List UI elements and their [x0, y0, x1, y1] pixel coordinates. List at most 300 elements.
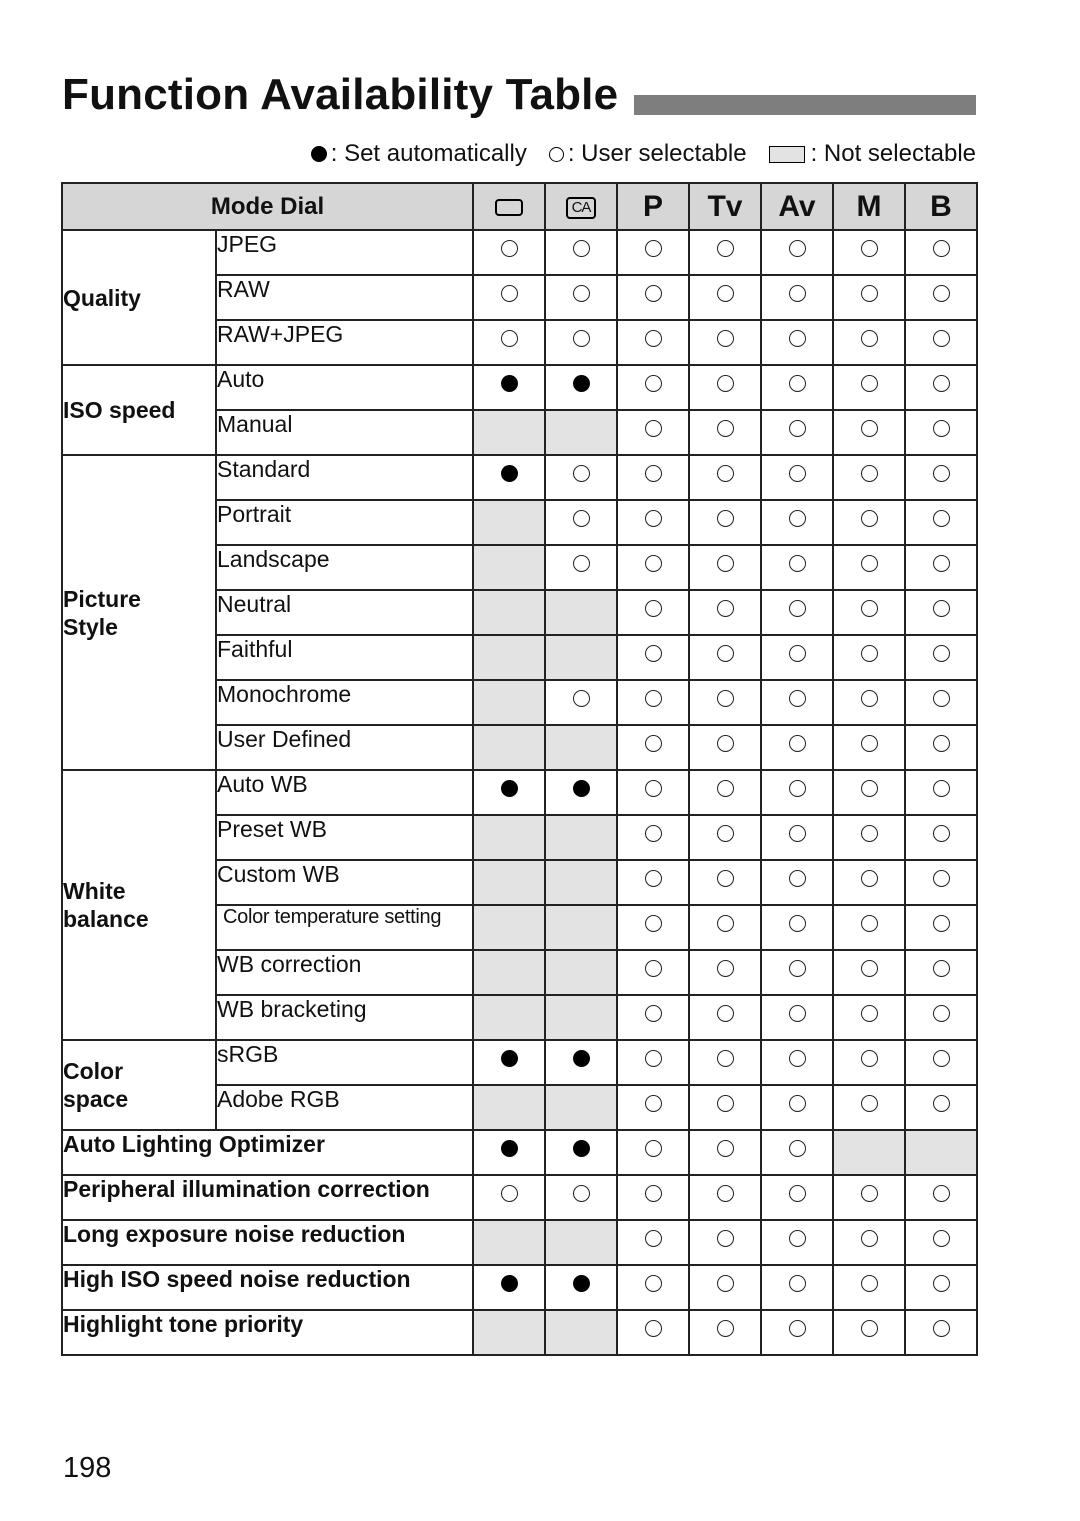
cell-user-selectable	[545, 1175, 617, 1220]
cell-user-selectable	[617, 590, 689, 635]
open-circle-icon	[933, 285, 950, 302]
table-row	[62, 1265, 977, 1310]
cell-user-selectable	[761, 815, 833, 860]
row-label: sRGB	[216, 1040, 473, 1085]
cell-user-selectable	[473, 320, 545, 365]
open-circle-icon	[717, 1275, 734, 1292]
cell-user-selectable	[761, 635, 833, 680]
cell-set-automatically	[473, 365, 545, 410]
open-circle-icon	[933, 1005, 950, 1022]
filled-dot-icon	[501, 1140, 518, 1157]
open-circle-icon	[861, 240, 878, 257]
open-circle-icon	[645, 1230, 662, 1247]
open-circle-icon	[789, 600, 806, 617]
cell-not-selectable	[545, 1310, 617, 1355]
cell-user-selectable	[833, 590, 905, 635]
cell-user-selectable	[761, 995, 833, 1040]
table-row	[62, 365, 977, 410]
legend-user	[549, 140, 747, 168]
cell-user-selectable	[905, 590, 977, 635]
cell-user-selectable	[545, 455, 617, 500]
open-circle-icon	[645, 825, 662, 842]
open-circle-icon	[861, 1095, 878, 1112]
cell-not-selectable	[545, 1220, 617, 1265]
cell-user-selectable	[473, 275, 545, 320]
cell-user-selectable	[905, 995, 977, 1040]
cell-user-selectable	[689, 1310, 761, 1355]
cell-user-selectable	[761, 1175, 833, 1220]
cell-user-selectable	[689, 365, 761, 410]
cell-user-selectable	[905, 1085, 977, 1130]
cell-not-selectable	[473, 545, 545, 590]
cell-user-selectable	[617, 770, 689, 815]
cell-user-selectable	[905, 365, 977, 410]
open-circle-icon	[501, 1185, 518, 1202]
open-circle-icon	[861, 1230, 878, 1247]
open-circle-icon	[861, 285, 878, 302]
legend	[289, 140, 976, 168]
open-circle-icon	[933, 735, 950, 752]
open-circle-icon	[933, 1185, 950, 1202]
cell-user-selectable	[761, 1220, 833, 1265]
open-circle-icon	[645, 375, 662, 392]
cell-not-selectable	[473, 725, 545, 770]
open-circle-icon	[717, 1050, 734, 1067]
open-circle-icon	[645, 915, 662, 932]
function-availability-table	[61, 182, 978, 1356]
open-circle-icon	[645, 240, 662, 257]
open-circle-icon	[789, 330, 806, 347]
row-label: Portrait	[216, 500, 473, 545]
cell-user-selectable	[905, 1175, 977, 1220]
cell-user-selectable	[689, 680, 761, 725]
row-label: WB correction	[216, 950, 473, 995]
open-circle-icon	[933, 600, 950, 617]
cell-not-selectable	[473, 815, 545, 860]
cell-user-selectable	[833, 1220, 905, 1265]
row-label: Monochrome	[216, 680, 473, 725]
mode-header-tv: Tv	[689, 183, 761, 230]
cell-user-selectable	[689, 950, 761, 995]
cell-user-selectable	[761, 950, 833, 995]
row-label: Auto	[216, 365, 473, 410]
cell-user-selectable	[905, 230, 977, 275]
open-circle-icon	[789, 870, 806, 887]
open-circle-icon	[717, 420, 734, 437]
cell-user-selectable	[689, 635, 761, 680]
filled-dot-icon	[501, 375, 518, 392]
cell-not-selectable	[473, 905, 545, 950]
cell-user-selectable	[905, 275, 977, 320]
page-title: Function Availability Table	[62, 70, 619, 119]
cell-set-automatically	[473, 1040, 545, 1085]
open-circle-icon	[789, 1320, 806, 1337]
open-circle-icon	[573, 240, 590, 257]
cell-user-selectable	[689, 320, 761, 365]
open-circle-icon	[645, 1275, 662, 1292]
cell-user-selectable	[761, 275, 833, 320]
filled-dot-icon	[573, 1050, 590, 1067]
cell-set-automatically	[473, 1130, 545, 1175]
open-circle-icon	[789, 285, 806, 302]
open-circle-icon	[933, 420, 950, 437]
cell-user-selectable	[833, 725, 905, 770]
cell-user-selectable	[617, 275, 689, 320]
open-circle-icon	[861, 645, 878, 662]
mode-dial-header: Mode Dial	[62, 183, 473, 230]
cell-not-selectable	[833, 1130, 905, 1175]
cell-user-selectable	[833, 1040, 905, 1085]
cell-user-selectable	[833, 1175, 905, 1220]
cell-not-selectable	[473, 860, 545, 905]
cell-user-selectable	[545, 275, 617, 320]
table-row	[62, 1040, 977, 1085]
open-circle-icon	[861, 780, 878, 797]
open-circle-icon	[789, 780, 806, 797]
row-label: WB bracketing	[216, 995, 473, 1040]
cell-user-selectable	[689, 1175, 761, 1220]
open-circle-icon	[573, 330, 590, 347]
open-circle-icon	[861, 420, 878, 437]
open-circle-icon	[933, 375, 950, 392]
open-circle-icon	[501, 240, 518, 257]
cell-user-selectable	[617, 635, 689, 680]
cell-user-selectable	[833, 410, 905, 455]
cell-user-selectable	[617, 455, 689, 500]
open-circle-icon	[717, 1230, 734, 1247]
cell-user-selectable	[617, 680, 689, 725]
open-circle-icon	[861, 1275, 878, 1292]
open-circle-icon	[933, 240, 950, 257]
open-circle-icon	[933, 1320, 950, 1337]
cell-user-selectable	[905, 770, 977, 815]
open-circle-icon	[933, 1275, 950, 1292]
header-row	[62, 183, 977, 230]
cell-set-automatically	[545, 770, 617, 815]
cell-user-selectable	[905, 1265, 977, 1310]
cell-not-selectable	[473, 590, 545, 635]
open-circle-icon	[933, 960, 950, 977]
group-label-white-balance	[62, 770, 216, 1040]
row-label: High ISO speed noise reduction	[62, 1265, 473, 1310]
cell-user-selectable	[905, 1310, 977, 1355]
cell-user-selectable	[761, 365, 833, 410]
group-label-picture-style-text: Picture Style	[63, 585, 141, 640]
open-circle-icon	[789, 510, 806, 527]
cell-user-selectable	[545, 500, 617, 545]
cell-not-selectable	[473, 1085, 545, 1130]
legend-not-label: : Not selectable	[810, 140, 976, 167]
row-label: JPEG	[216, 230, 473, 275]
row-label: Long exposure noise reduction	[62, 1220, 473, 1265]
cell-user-selectable	[833, 320, 905, 365]
row-label: RAW+JPEG	[216, 320, 473, 365]
open-circle-icon	[645, 735, 662, 752]
row-label: User Defined	[216, 725, 473, 770]
row-label: Adobe RGB	[216, 1085, 473, 1130]
open-circle-icon	[861, 960, 878, 977]
cell-user-selectable	[473, 230, 545, 275]
open-circle-icon	[645, 510, 662, 527]
cell-set-automatically	[545, 1265, 617, 1310]
open-circle-icon	[861, 600, 878, 617]
legend-not	[769, 140, 976, 168]
open-circle-icon	[645, 1320, 662, 1337]
row-label: Faithful	[216, 635, 473, 680]
open-circle-icon	[645, 330, 662, 347]
open-circle-icon	[861, 1005, 878, 1022]
open-circle-icon	[861, 690, 878, 707]
cell-user-selectable	[833, 905, 905, 950]
open-circle-icon	[789, 1185, 806, 1202]
cell-user-selectable	[689, 725, 761, 770]
open-circle-icon	[645, 1050, 662, 1067]
open-circle-icon	[861, 375, 878, 392]
filled-dot-icon	[573, 780, 590, 797]
open-circle-icon	[933, 1050, 950, 1067]
open-circle-icon	[645, 420, 662, 437]
mode-header-p: P	[617, 183, 689, 230]
group-label-picture-style	[62, 455, 216, 770]
cell-set-automatically	[545, 365, 617, 410]
open-circle-icon	[717, 285, 734, 302]
cell-user-selectable	[689, 995, 761, 1040]
open-circle-icon	[501, 285, 518, 302]
cell-user-selectable	[689, 1130, 761, 1175]
cell-user-selectable	[833, 680, 905, 725]
open-circle-icon	[717, 735, 734, 752]
cell-set-automatically	[545, 1130, 617, 1175]
cell-user-selectable	[761, 770, 833, 815]
open-circle-icon	[933, 780, 950, 797]
ca-icon: CA	[566, 197, 596, 219]
open-circle-icon	[789, 375, 806, 392]
open-circle-icon	[573, 285, 590, 302]
cell-user-selectable	[833, 545, 905, 590]
open-circle-icon	[933, 645, 950, 662]
open-circle-icon	[933, 1095, 950, 1112]
filled-dot-icon	[501, 465, 518, 482]
cell-user-selectable	[833, 275, 905, 320]
cell-not-selectable	[473, 950, 545, 995]
mode-header-ca	[545, 183, 617, 230]
open-circle-icon	[933, 330, 950, 347]
cell-user-selectable	[833, 455, 905, 500]
cell-user-selectable	[761, 725, 833, 770]
cell-user-selectable	[617, 1040, 689, 1085]
open-circle-icon	[789, 1140, 806, 1157]
open-circle-icon	[717, 645, 734, 662]
open-circle-icon	[789, 465, 806, 482]
table-row	[62, 230, 977, 275]
row-label: Preset WB	[216, 815, 473, 860]
open-circle-icon	[717, 555, 734, 572]
filled-dot-icon	[501, 1050, 518, 1067]
open-circle-icon	[717, 690, 734, 707]
cell-user-selectable	[833, 230, 905, 275]
group-label-iso-speed: ISO speed	[62, 365, 216, 455]
row-label: Color temperature setting	[216, 905, 473, 950]
open-circle-icon	[645, 600, 662, 617]
open-circle-icon	[573, 510, 590, 527]
cell-user-selectable	[905, 680, 977, 725]
open-circle-icon	[789, 1005, 806, 1022]
open-circle-icon	[573, 1185, 590, 1202]
cell-user-selectable	[689, 770, 761, 815]
cell-user-selectable	[905, 950, 977, 995]
cell-user-selectable	[833, 365, 905, 410]
cell-user-selectable	[905, 860, 977, 905]
cell-user-selectable	[689, 275, 761, 320]
table-row	[62, 770, 977, 815]
cell-not-selectable	[473, 500, 545, 545]
cell-not-selectable	[473, 680, 545, 725]
open-circle-icon	[717, 240, 734, 257]
group-label-white-balance-text: White balance	[63, 878, 149, 932]
open-circle-icon	[789, 240, 806, 257]
cell-user-selectable	[761, 500, 833, 545]
row-label: Neutral	[216, 590, 473, 635]
cell-not-selectable	[473, 1310, 545, 1355]
open-circle-icon	[789, 915, 806, 932]
open-circle-icon	[645, 690, 662, 707]
open-circle-icon	[861, 1320, 878, 1337]
cell-user-selectable	[617, 815, 689, 860]
cell-not-selectable	[545, 815, 617, 860]
cell-user-selectable	[689, 455, 761, 500]
cell-not-selectable	[473, 995, 545, 1040]
open-circle-icon	[933, 915, 950, 932]
cell-user-selectable	[689, 545, 761, 590]
cell-user-selectable	[617, 725, 689, 770]
cell-user-selectable	[833, 770, 905, 815]
cell-not-selectable	[545, 410, 617, 455]
open-circle-icon	[645, 1185, 662, 1202]
cell-user-selectable	[617, 950, 689, 995]
open-circle-icon	[789, 1050, 806, 1067]
cell-user-selectable	[545, 320, 617, 365]
group-label-color-space-text: Color space	[63, 1058, 129, 1112]
open-circle-icon	[861, 825, 878, 842]
filled-dot-icon	[501, 1275, 518, 1292]
mode-header-b: B	[905, 183, 977, 230]
row-label: Peripheral illumination correction	[62, 1175, 473, 1220]
row-label: Custom WB	[216, 860, 473, 905]
cell-user-selectable	[689, 230, 761, 275]
open-circle-icon	[861, 870, 878, 887]
cell-set-automatically	[473, 1265, 545, 1310]
cell-user-selectable	[689, 1040, 761, 1085]
open-circle-icon	[789, 420, 806, 437]
cell-user-selectable	[689, 410, 761, 455]
cell-not-selectable	[545, 860, 617, 905]
filled-dot-icon	[311, 146, 327, 162]
cell-not-selectable	[545, 635, 617, 680]
cell-user-selectable	[761, 680, 833, 725]
open-circle-icon	[717, 870, 734, 887]
cell-user-selectable	[617, 1310, 689, 1355]
cell-user-selectable	[833, 950, 905, 995]
open-circle-icon	[717, 1140, 734, 1157]
open-circle-icon	[645, 870, 662, 887]
filled-dot-icon	[573, 375, 590, 392]
cell-user-selectable	[617, 1085, 689, 1130]
cell-user-selectable	[761, 905, 833, 950]
open-circle-icon	[861, 915, 878, 932]
legend-auto	[311, 140, 527, 168]
open-circle-icon	[789, 555, 806, 572]
cell-user-selectable	[689, 500, 761, 545]
cell-user-selectable	[689, 1265, 761, 1310]
open-circle-icon	[861, 555, 878, 572]
open-circle-icon	[933, 555, 950, 572]
cell-user-selectable	[905, 545, 977, 590]
open-circle-icon	[861, 1185, 878, 1202]
open-circle-icon	[573, 555, 590, 572]
cell-user-selectable	[689, 590, 761, 635]
cell-user-selectable	[761, 1310, 833, 1355]
cell-not-selectable	[545, 725, 617, 770]
table-row	[62, 1310, 977, 1355]
gray-box-icon	[769, 146, 805, 163]
row-label: Standard	[216, 455, 473, 500]
full-auto-icon	[495, 199, 523, 216]
open-circle-icon	[717, 915, 734, 932]
cell-user-selectable	[761, 1085, 833, 1130]
cell-user-selectable	[905, 500, 977, 545]
open-circle-icon	[645, 960, 662, 977]
mode-header-full-auto	[473, 183, 545, 230]
open-circle-icon	[645, 555, 662, 572]
cell-user-selectable	[761, 1130, 833, 1175]
open-circle-icon	[789, 735, 806, 752]
cell-not-selectable	[473, 1220, 545, 1265]
open-circle-icon	[789, 1275, 806, 1292]
cell-user-selectable	[833, 815, 905, 860]
cell-user-selectable	[545, 230, 617, 275]
cell-user-selectable	[617, 545, 689, 590]
filled-dot-icon	[573, 1275, 590, 1292]
cell-user-selectable	[689, 1220, 761, 1265]
cell-user-selectable	[617, 995, 689, 1040]
open-circle-icon	[717, 1095, 734, 1112]
table-row	[62, 1220, 977, 1265]
row-label: Landscape	[216, 545, 473, 590]
open-circle-icon	[789, 645, 806, 662]
open-circle-icon	[789, 825, 806, 842]
cell-user-selectable	[617, 320, 689, 365]
cell-user-selectable	[617, 1265, 689, 1310]
cell-not-selectable	[545, 590, 617, 635]
open-circle-icon	[717, 825, 734, 842]
open-circle-icon	[861, 510, 878, 527]
open-circle-icon	[861, 330, 878, 347]
cell-user-selectable	[761, 545, 833, 590]
open-circle-icon	[789, 1095, 806, 1112]
mode-header-m: M	[833, 183, 905, 230]
cell-user-selectable	[545, 545, 617, 590]
legend-user-label: : User selectable	[567, 140, 747, 167]
cell-user-selectable	[617, 410, 689, 455]
open-circle-icon	[717, 600, 734, 617]
cell-user-selectable	[905, 455, 977, 500]
open-circle-icon	[645, 1005, 662, 1022]
open-circle-icon	[933, 870, 950, 887]
cell-user-selectable	[905, 410, 977, 455]
cell-user-selectable	[617, 860, 689, 905]
row-label: Highlight tone priority	[62, 1310, 473, 1355]
open-circle-icon	[717, 960, 734, 977]
